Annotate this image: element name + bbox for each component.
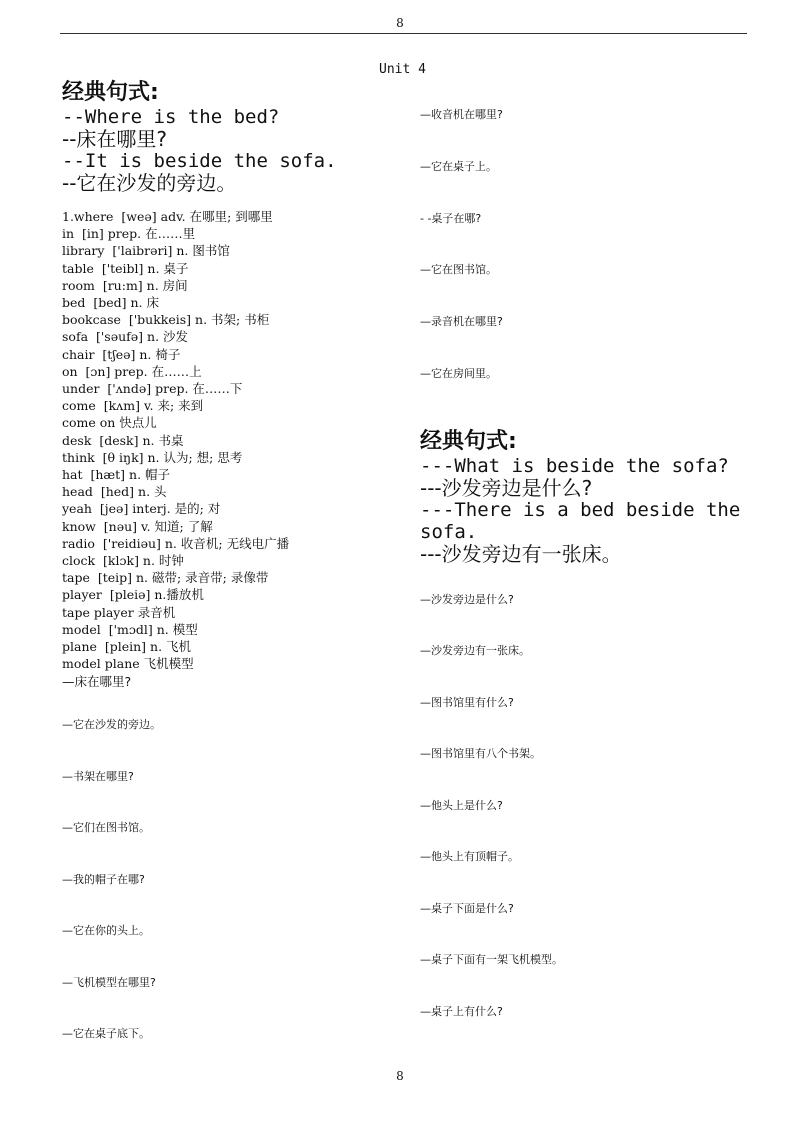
unit-title: Unit 4 (379, 62, 426, 77)
vocab-item: tape player 录音机 (62, 604, 176, 620)
right-column (420, 106, 755, 1054)
question-item: —它在桌子上。 (420, 159, 497, 173)
key-sentences-heading: 经典句式: (420, 428, 517, 454)
key-sentence: ---沙发旁边是什么? (420, 475, 593, 500)
question-item: —它在图书馆。 (420, 263, 497, 277)
vocab-item: yeah [jeə] interj. 是的; 对 (62, 501, 221, 517)
key-sentence: ---沙发旁边有一张床。 (420, 541, 622, 566)
question-item: - -桌子在哪? (420, 211, 482, 225)
question-item: —收音机在哪里? (420, 108, 503, 121)
question-item: —桌子下面有一架飞机模型。 (420, 953, 563, 967)
left-column (62, 80, 407, 1077)
question-item: —它在桌子底下。 (62, 1027, 150, 1041)
question-item: —他头上有顶帽子。 (420, 850, 519, 864)
key-sentence: ---There is a bed beside the sofa. (420, 498, 752, 543)
vocab-item: under ['ʌndə] prep. 在……下 (62, 381, 243, 397)
vocab-item: on [ɔn] prep. 在……上 (62, 363, 202, 379)
vocab-item: bookcase ['bukkeis] n. 书架; 书柜 (62, 312, 270, 328)
vocab-item: bed [bed] n. 床 (62, 295, 159, 311)
question-item: —图书馆里有什么? (420, 695, 514, 709)
key-sentence: ---What is beside the sofa? (420, 454, 729, 477)
vocab-item: head [hed] n. 头 (62, 484, 167, 500)
question-item: —桌子上有什么? (420, 1004, 503, 1018)
question-item: —录音机在哪里? (420, 315, 503, 329)
question-item: —沙发旁边是什么? (420, 592, 514, 606)
vocab-item: radio ['reidiəu] n. 收音机; 无线电广播 (62, 535, 290, 551)
vocab-item: model ['mɔdl] n. 模型 (62, 621, 198, 637)
question-item: —它在沙发的旁边。 (62, 718, 161, 732)
question-item: —桌子下面是什么? (420, 901, 514, 915)
vocab-item: come [kʌm] v. 来; 来到 (62, 398, 204, 414)
vocabulary-list (62, 208, 407, 672)
question-item: —床在哪里? (62, 674, 132, 690)
vocab-item: hat [hæt] n. 帽子 (62, 467, 171, 483)
vocab-item: 1.where [weə] adv. 在哪里; 到哪里 (62, 209, 273, 224)
question-item: —书架在哪里? (62, 769, 134, 783)
vocab-item: tape [teip] n. 磁带; 录音带; 录像带 (62, 570, 269, 586)
vocab-item: room [ru:m] n. 房间 (62, 277, 188, 293)
key-sentences-block-2 (420, 429, 755, 565)
vocab-item: clock [klɔk] n. 时钟 (62, 553, 184, 569)
key-sentence: --床在哪里? (62, 127, 168, 151)
question-item: —图书馆里有八个书架。 (420, 747, 541, 761)
question-item: —飞机模型在哪里? (62, 975, 156, 989)
vocab-item: sofa ['səufə] n. 沙发 (62, 329, 189, 345)
question-item: —它在你的头上。 (62, 924, 150, 938)
vocab-item: desk [desk] n. 书桌 (62, 432, 184, 448)
vocab-item: table ['teibl] n. 桌子 (62, 260, 189, 276)
vocab-item: plane [plein] n. 飞机 (62, 639, 192, 655)
vocab-item: in [in] prep. 在……里 (62, 226, 196, 242)
vocab-item: library ['laibrəri] n. 图书馆 (62, 243, 230, 259)
question-list-right-bottom (420, 591, 755, 1055)
question-item: —沙发旁边有一张床。 (420, 644, 530, 658)
vocab-item: chair [tʃeə] n. 椅子 (62, 346, 181, 362)
page-number-top: 8 (396, 16, 404, 30)
key-sentence: --它在沙发的旁边。 (62, 171, 237, 195)
vocab-item: come on 快点儿 (62, 415, 157, 431)
question-item: —我的帽子在哪? (62, 872, 145, 886)
question-item: —它们在图书馆。 (62, 821, 150, 835)
vocab-item: player [pleiə] n.播放机 (62, 587, 204, 603)
vocab-item: think [θ iŋk] n. 认为; 想; 思考 (62, 449, 243, 465)
question-list-left (62, 672, 407, 1077)
vocab-item: know [nəu] v. 知道; 了解 (62, 518, 213, 534)
question-list-right-top (420, 106, 755, 417)
header-divider (60, 33, 747, 34)
vocab-item: model plane 飞机模型 (62, 656, 194, 672)
page-number-bottom: 8 (396, 1069, 404, 1083)
key-sentences-heading: 经典句式: (62, 80, 159, 105)
key-sentence: --It is beside the sofa. (62, 150, 337, 172)
question-item: —它在房间里。 (420, 366, 497, 380)
question-item: —他头上是什么? (420, 798, 503, 812)
key-sentence: --Where is the bed? (62, 106, 280, 128)
